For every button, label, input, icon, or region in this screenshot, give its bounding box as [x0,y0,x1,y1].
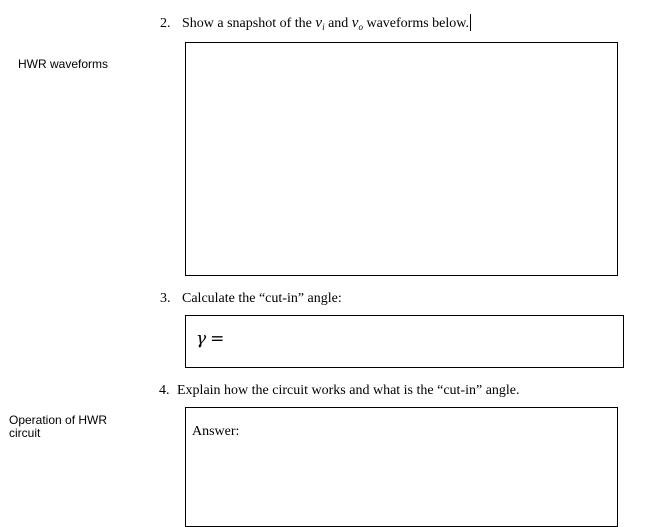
vo-symbol: $v_o$ [351,15,363,32]
margin-label-hwr-waveforms: HWR waveforms [18,57,109,71]
gamma-symbol: γ [196,329,207,349]
question-2-and: and [328,16,349,31]
equals-sign: = [210,329,225,349]
waveforms-box[interactable] [185,42,618,276]
question-2-text-after: waveforms below. [366,16,469,31]
margin-label-operation: Operation of HWR circuit [9,413,108,440]
question-3-number: 3. [160,291,171,306]
text-cursor [470,14,471,31]
question-4-number: 4. [159,383,170,398]
question-2-number: 2. [160,16,171,31]
question-3-text: Calculate the “cut-in” angle: [182,291,342,306]
answer-box[interactable] [185,407,618,527]
gamma-equation [196,329,224,349]
cut-in-angle-box[interactable] [185,315,624,368]
question-3 [160,291,342,307]
question-2 [160,14,471,32]
question-2-text-before: Show a snapshot of the [182,16,312,31]
vi-symbol: $v_i$ [315,15,325,32]
question-4-text: Explain how the circuit works and what is the “cut-in” angle. [177,383,520,398]
question-4 [159,383,520,399]
answer-label: Answer: [192,424,240,439]
